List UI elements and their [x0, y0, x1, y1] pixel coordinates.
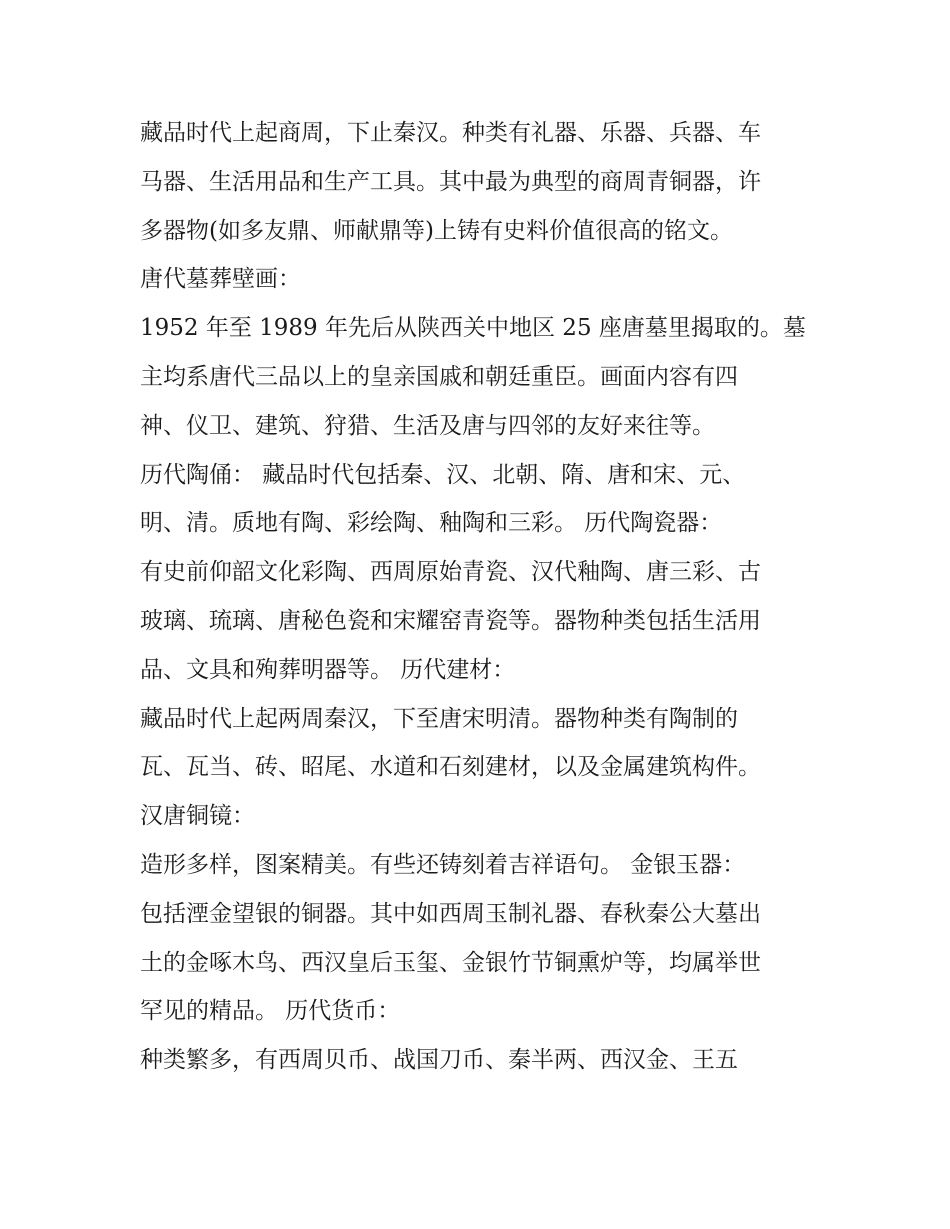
text-line: 玻璃、琉璃、唐秘色瓷和宋耀窑青瓷等。器物种类包括生活用 — [140, 607, 761, 634]
text-line: 藏品时代上起两周秦汉，下至唐宋明清。器物种类有陶制的 — [140, 705, 738, 732]
text-line: 有史前仰韶文化彩陶、西周原始青瓷、汉代釉陶、唐三彩、古 — [140, 559, 761, 586]
section-heading: 汉唐铜镜： — [140, 803, 255, 830]
text-line: 明、清。质地有陶、彩绘陶、釉陶和三彩。 历代陶瓷器： — [140, 510, 723, 537]
text-line: 造形多样，图案精美。有些还铸刻着吉祥语句。 金银玉器： — [140, 851, 746, 878]
text-line: 马器、生活用品和生产工具。其中最为典型的商周青铜器，许 — [140, 168, 761, 195]
text-line: 历代陶俑： 藏品时代包括秦、汉、北朝、隋、唐和宋、元、 — [140, 461, 746, 488]
body-text — [140, 109, 830, 1085]
text-line: 包括湮金望银的铜器。其中如西周玉制礼器、春秋秦公大墓出 — [140, 900, 761, 927]
text-line: 神、仪卫、建筑、狩猎、生活及唐与四邻的友好来往等。 — [140, 412, 715, 439]
text-line: 种类繁多，有西周贝币、战国刀币、秦半两、西汉金、王五 — [140, 1047, 738, 1074]
text-line: 多器物(如多友鼎、师献鼎等)上铸有史料价值很高的铭文。 — [140, 217, 733, 244]
text-line: 藏品时代上起商周，下止秦汉。种类有礼器、乐器、兵器、车 — [140, 120, 761, 146]
text-line: 1952 年至 1989 年先后从陕西关中地区 25 座唐墓里揭取的。墓 — [140, 315, 806, 342]
section-heading: 唐代墓葬壁画： — [140, 266, 301, 293]
text-line: 主均系唐代三品以上的皇亲国戚和朝廷重臣。画面内容有四 — [140, 363, 738, 390]
text-line: 品、文具和殉葬明器等。 历代建材： — [140, 656, 516, 683]
text-line: 土的金啄木鸟、西汉皇后玉玺、金银竹节铜熏炉等，均属举世 — [140, 949, 761, 976]
text-line: 罕见的精品。 历代货币： — [140, 998, 401, 1025]
text-line: 瓦、瓦当、砖、昭尾、水道和石刻建材，以及金属建筑构件。 — [140, 754, 761, 781]
